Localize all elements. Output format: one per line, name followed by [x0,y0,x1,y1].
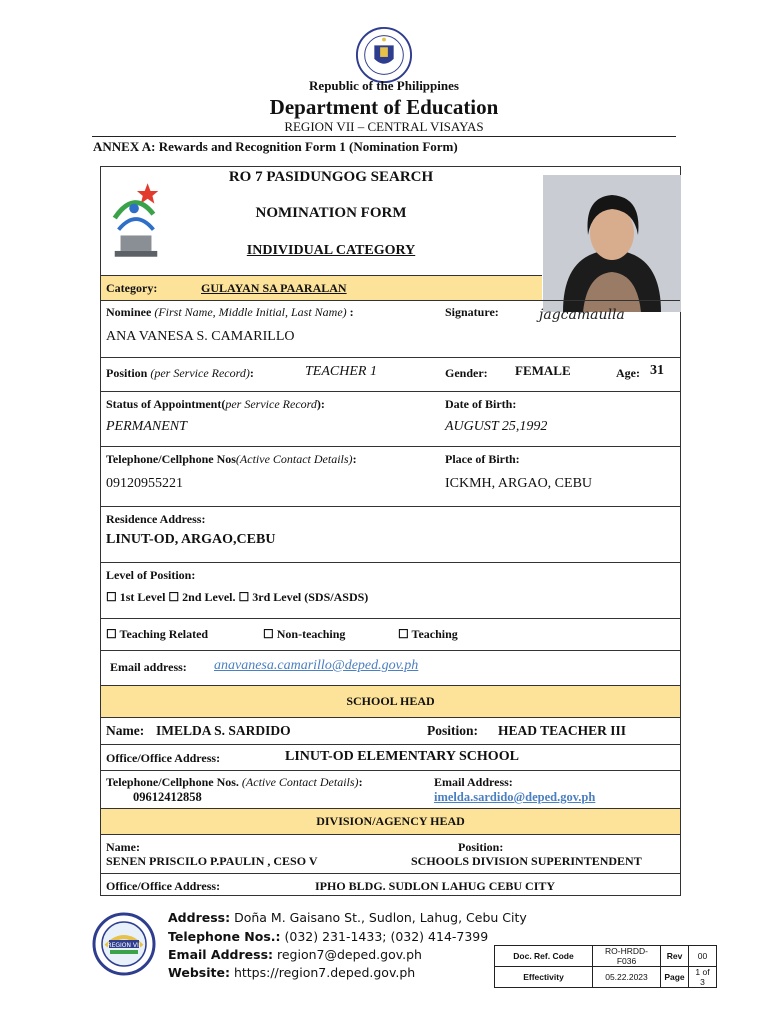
age-value: 31 [650,363,664,378]
annex-name: Rewards and Recognition Form 1 (Nomination Form) [158,139,458,154]
division-head-position-label: Position: [458,840,504,854]
page-label: Page [661,967,689,988]
category-value: GULAYAN SA PAARALAN [201,281,347,295]
school-head-email-link[interactable]: imelda.sardido@deped.gov.ph [434,790,596,804]
annex-title [93,139,458,155]
email-link[interactable]: anavanesa.camarillo@deped.gov.ph [214,658,419,673]
level-options[interactable]: ☐ 1st Level ☐ 2nd Level. ☐ 3rd Level (SDS/ASDS) [106,590,369,604]
header-divider [92,136,676,137]
position-label: Position (per Service Record): [106,366,254,380]
email-row [101,650,680,685]
school-head-phone-label: Telephone/Cellphone Nos. (Active Contact Details): [106,775,363,789]
gender-label: Gender: [445,366,488,380]
school-head-email-label: Email Address: [434,775,513,789]
pob-value: ICKMH, ARGAO, CEBU [445,476,593,491]
annex-prefix: ANNEX A: [93,139,156,154]
rev-value: 00 [689,946,717,967]
division-head-name-row [101,834,680,873]
non-teaching-checkbox[interactable]: ☐ Non-teaching [263,627,346,641]
division-head-title: DIVISION/AGENCY HEAD [316,814,465,828]
nominee-label: Nominee (First Name, Middle Initial, Last Name) : [106,305,354,319]
category-row [101,275,542,300]
school-head-office-label: Office/Office Address: [106,751,221,765]
school-head-name-value: IMELDA S. SARDIDO [156,723,291,738]
teaching-checkbox[interactable]: ☐ Teaching [398,627,458,641]
nominee-value: ANA VANESA S. CAMARILLO [106,329,295,344]
school-head-name-label: Name: [106,723,145,738]
form-title-search: RO 7 PASIDUNGOG SEARCH [228,169,434,185]
teaching-related-checkbox[interactable]: ☐ Teaching Related [106,627,209,641]
effectivity-value: 05.22.2023 [593,967,661,988]
form-title-category: INDIVIDUAL CATEGORY [246,243,416,258]
signature-image: jagcamaulla [539,307,625,323]
department-title: Department of Education [269,95,499,119]
doc-ref-table [494,945,717,988]
school-head-office-value: LINUT-OD ELEMENTARY SCHOOL [285,749,519,764]
dob-value: AUGUST 25,1992 [445,419,548,434]
nomination-form [100,166,681,896]
nominee-photo [543,175,681,312]
position-row [101,357,680,391]
signature-label: Signature: [445,305,499,319]
footer-address: Address: Doña M. Gaisano St., Sudlon, Lahug, Cebu City [168,910,527,925]
status-label: Status of Appointment(per Service Record): [106,397,325,411]
position-value: TEACHER 1 [305,364,377,379]
level-row [101,562,680,618]
gender-value: FEMALE [515,363,571,378]
division-head-position-value: SCHOOLS DIVISION SUPERINTENDENT [411,854,642,868]
school-head-header [101,685,680,717]
dob-label: Date of Birth: [445,397,517,411]
school-head-title: SCHOOL HEAD [346,694,435,708]
residence-label: Residence Address: [106,512,206,526]
division-head-name-label: Name: [106,840,140,854]
footer-email: Email Address: region7@deped.gov.ph [168,947,422,962]
deped-seal-icon [355,26,413,84]
region-text: REGION VII – CENTRAL VISAYAS [284,119,484,134]
phone-row [101,446,680,506]
region-seal-icon [92,912,156,976]
division-head-name-value: SENEN PRISCILO P.PAULIN , CESO V [106,854,318,868]
republic-text: Republic of the Philippines [309,78,459,93]
school-head-office-row [101,744,680,770]
region-seal-text: REGION VII [107,942,141,949]
residence-value: LINUT-OD, ARGAO,CEBU [106,532,276,547]
division-head-office-row [101,873,680,897]
school-head-contact-row [101,770,680,808]
level-label: Level of Position: [106,568,196,582]
age-label: Age: [616,366,640,380]
footer-phone: Telephone Nos.: (032) 231-1433; (032) 414-7399 [168,929,489,944]
rev-label: Rev [661,946,689,967]
division-head-header [101,808,680,834]
doc-code-label: Doc. Ref. Code [495,946,593,967]
teaching-row [101,618,680,650]
phone-label: Telephone/Cellphone Nos(Active Contact Details): [106,452,357,466]
school-head-position-label: Position: [427,723,479,738]
email-label: Email address: [110,660,187,674]
school-head-position-value: HEAD TEACHER III [498,723,627,738]
school-head-name-row [101,717,680,744]
form-title-nomination: NOMINATION FORM [255,205,407,221]
school-head-phone-value: 09612412858 [133,790,202,804]
status-row [101,391,680,446]
residence-row [101,506,680,562]
phone-value: 09120955221 [106,476,183,491]
pob-label: Place of Birth: [445,452,520,466]
footer-website: Website: https://region7.deped.gov.ph [168,965,416,980]
effectivity-label: Effectivity [495,967,593,988]
status-value: PERMANENT [106,419,187,434]
doc-code-value: RO-HRDD-F036 [593,946,661,967]
division-head-office-label: Office/Office Address: [106,879,221,893]
page-value: 1 of 3 [689,967,717,988]
division-head-office-value: IPHO BLDG. SUDLON LAHUG CEBU CITY [315,879,556,893]
category-label: Category: [106,281,158,295]
